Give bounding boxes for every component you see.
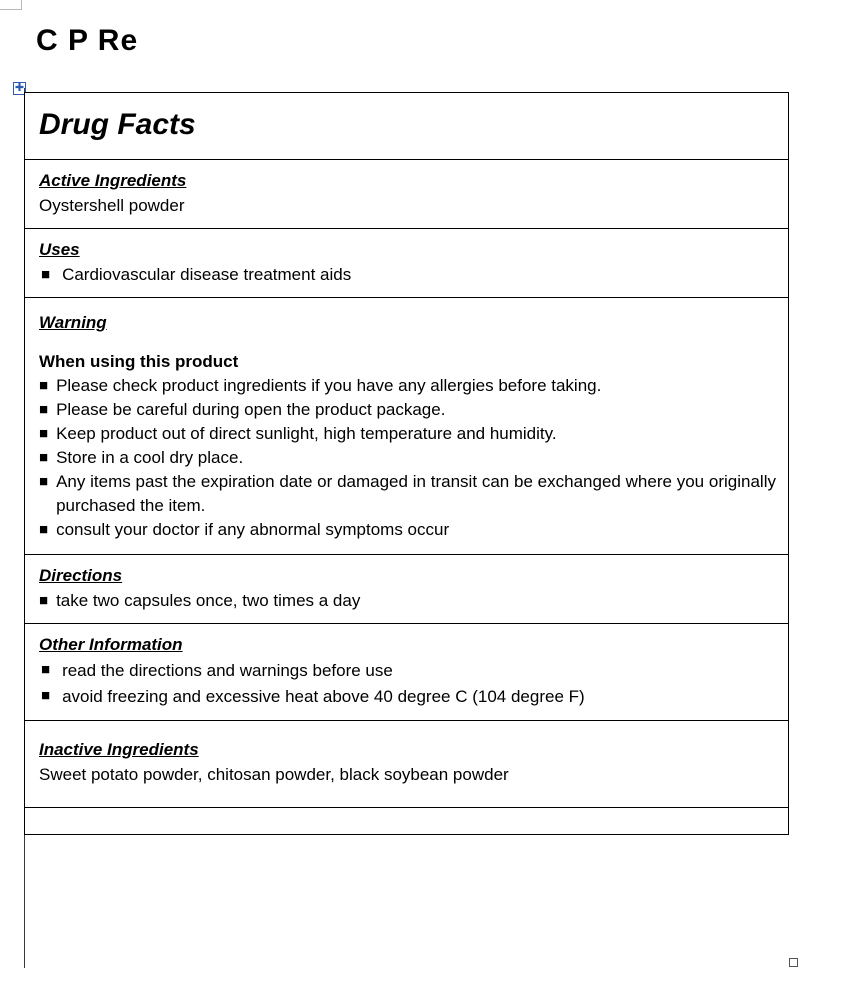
bullet-square-icon: ■ — [39, 401, 49, 418]
section-empty-footer — [25, 808, 788, 834]
warning-item-text: Keep product out of direct sunlight, high temperature and humidity. — [56, 424, 557, 443]
section-uses — [25, 229, 788, 298]
warning-item-text: Store in a cool dry place. — [56, 448, 244, 467]
drug-facts-panel — [24, 92, 789, 835]
section-inactive-ingredients — [25, 721, 788, 808]
inactive-ingredients-heading: Inactive Ingredients — [39, 740, 199, 759]
list-item — [39, 470, 776, 518]
active-ingredients-heading: Active Ingredients — [39, 171, 187, 190]
other-information-item-text: read the directions and warnings before use — [62, 661, 393, 680]
list-item — [39, 398, 776, 422]
bullet-square-icon: ■ — [39, 425, 49, 442]
list-item — [39, 446, 776, 470]
other-information-item-text: avoid freezing and excessive heat above 40 degree C (104 degree F) — [62, 687, 585, 706]
page-corner-marker — [0, 0, 22, 10]
list-item — [39, 589, 776, 613]
list-item — [39, 422, 776, 446]
list-item — [39, 263, 776, 287]
warning-item-text: consult your doctor if any abnormal symptoms occur — [56, 520, 450, 539]
list-item — [39, 518, 776, 542]
uses-item-text: Cardiovascular disease treatment aids — [62, 265, 352, 284]
warning-item-text: Please be careful during open the product package. — [56, 400, 446, 419]
bullet-square-icon: ■ — [39, 449, 49, 466]
active-ingredients-text: Oystershell powder — [39, 196, 185, 215]
bullet-square-icon: ■ — [39, 473, 49, 490]
warning-heading: Warning — [39, 313, 107, 332]
table-move-handle-icon[interactable]: ✚ — [14, 82, 25, 94]
directions-item-text: take two capsules once, two times a day — [56, 591, 361, 610]
section-warning — [25, 298, 788, 555]
section-drug-facts-title — [25, 93, 788, 160]
drug-facts-title: Drug Facts — [39, 108, 196, 141]
bullet-square-icon: ■ — [39, 377, 49, 394]
warning-subheading: When using this product — [39, 352, 239, 371]
uses-heading: Uses — [39, 240, 80, 259]
page-title: C P Re — [36, 24, 139, 57]
list-item — [39, 658, 776, 684]
bullet-square-icon: ■ — [41, 687, 51, 704]
list-item — [39, 684, 776, 710]
warning-item-text: Any items past the expiration date or damaged in transit can be exchanged where you originally purchased the item. — [56, 472, 776, 515]
section-active-ingredients — [25, 160, 788, 229]
section-directions — [25, 555, 788, 624]
warning-item-text: Please check product ingredients if you have any allergies before taking. — [56, 376, 602, 395]
bullet-square-icon: ■ — [41, 266, 51, 283]
bullet-square-icon: ■ — [41, 661, 51, 678]
table-resize-handle[interactable] — [789, 958, 798, 967]
bullet-square-icon: ■ — [39, 592, 49, 609]
list-item — [39, 374, 776, 398]
other-information-heading: Other Information — [39, 635, 183, 654]
inactive-ingredients-text: Sweet potato powder, chitosan powder, black soybean powder — [39, 765, 509, 784]
section-other-information — [25, 624, 788, 721]
bullet-square-icon: ■ — [39, 521, 49, 538]
directions-heading: Directions — [39, 566, 123, 585]
